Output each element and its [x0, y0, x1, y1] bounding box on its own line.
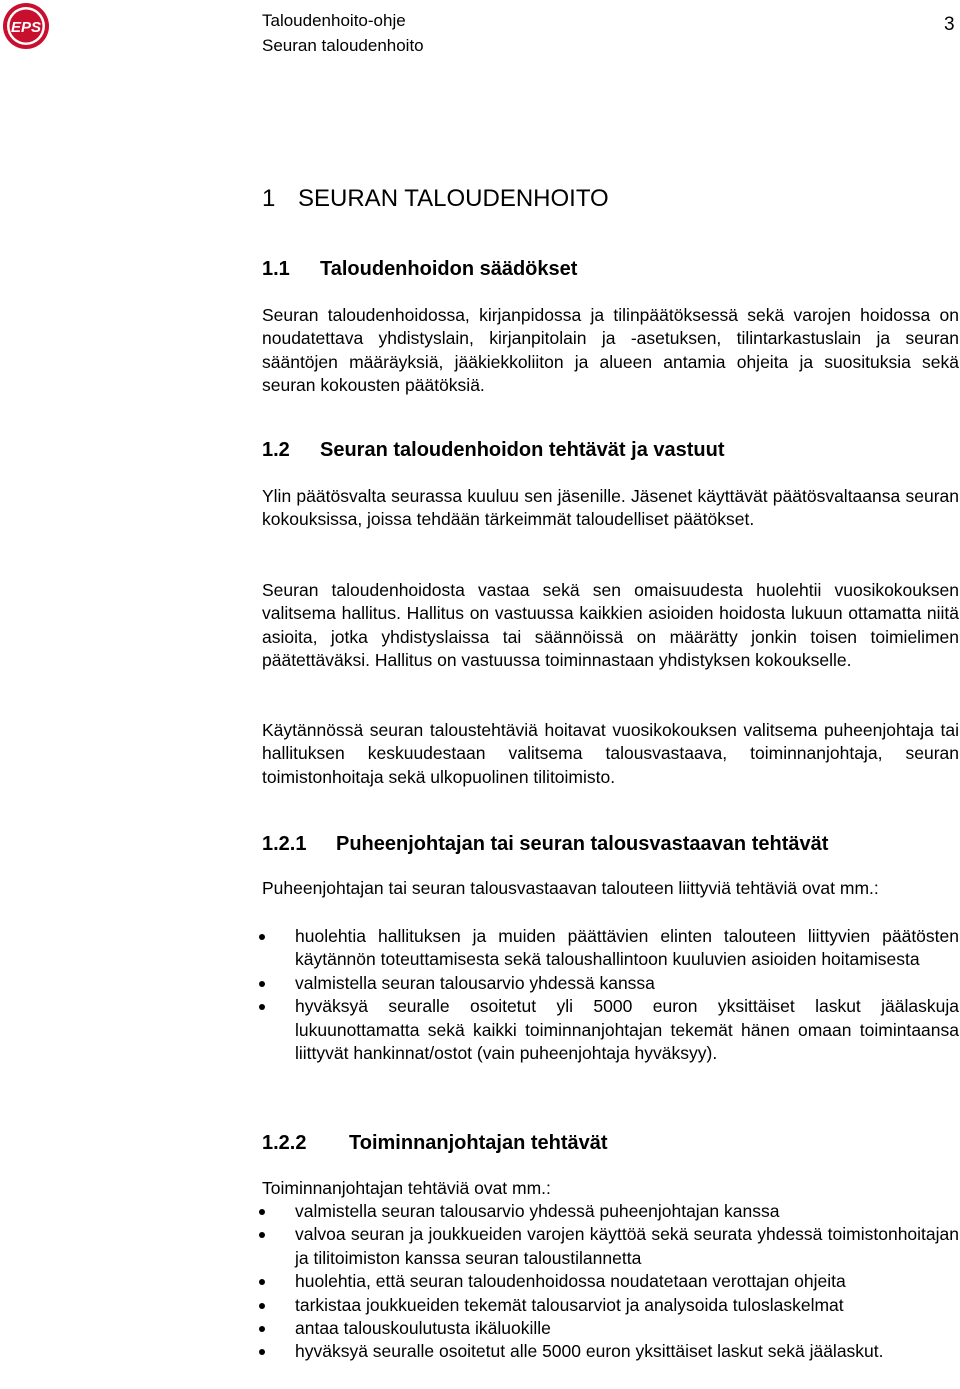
paragraph: Käytännössä seuran taloustehtäviä hoitavat vuosikokouksen valitsema puheenjohtaja tai hallituksen keskuudestaan valitsema talousvastaava, toiminnanjohtaja, seuran toimistonhoitaja sekä ulkopuolinen tilitoimisto.	[262, 720, 959, 787]
list-intro: Toiminnanjohtajan tehtäviä ovat mm.:	[262, 1178, 551, 1198]
section-number: 1.2.1	[262, 833, 307, 855]
header-subtitle: Seuran taloudenhoito	[262, 36, 424, 55]
list-item: hyväksyä seuralle osoitetut yli 5000 euron yksittäiset laskut jäälaskuja lukuunottamatta sekä kaikki toiminnanjohtajan tekemät hänen omaan toimintaansa liittyvät hankinnat/ostot (vain puheenjohtaja hyväksyy).	[262, 995, 959, 1065]
section-title: SEURAN TALOUDENHOITO	[298, 185, 609, 212]
bullet-list	[262, 925, 959, 1065]
section-1-1-heading	[262, 255, 577, 283]
header-title: Taloudenhoito-ohje	[262, 11, 406, 30]
section-1-2-1-heading	[262, 830, 828, 858]
list-item: tarkistaa joukkueiden tekemät talousarviot ja analysoida tuloslaskelmat	[262, 1294, 959, 1317]
section-1-2-heading	[262, 436, 725, 464]
section-title: Puheenjohtajan tai seuran talousvastaavan tehtävät	[336, 833, 829, 855]
list-intro: Puheenjohtajan tai seuran talousvastaavan talouteen liittyviä tehtäviä ovat mm.:	[262, 878, 879, 898]
bullet-icon	[259, 1326, 265, 1332]
paragraph: Ylin päätösvalta seurassa kuuluu sen jäsenille. Jäsenet käyttävät päätösvaltaansa seuran kokouksissa, joissa tehdään tärkeimmät taloudelliset päätökset.	[262, 486, 959, 530]
section-title: Seuran taloudenhoidon tehtävät ja vastuut	[320, 439, 725, 461]
bullet-icon	[259, 1209, 265, 1215]
section-number: 1.2.2	[262, 1132, 307, 1154]
list-item: antaa talouskoulutusta ikäluokille	[262, 1317, 959, 1340]
bullet-icon	[259, 1232, 265, 1238]
list-item: hyväksyä seuralle osoitetut alle 5000 euron yksittäiset laskut sekä jäälaskut.	[262, 1340, 959, 1363]
bullet-icon	[259, 981, 265, 987]
section-number: 1	[262, 185, 276, 212]
section-title: Toiminnanjohtajan tehtävät	[349, 1132, 608, 1154]
list-item: valmistella seuran talousarvio yhdessä puheenjohtajan kanssa	[262, 1200, 959, 1223]
club-logo	[2, 2, 50, 50]
bullet-icon	[259, 934, 265, 940]
section-1-heading	[262, 183, 609, 215]
list-item: valmistella seuran talousarvio yhdessä kanssa	[262, 972, 959, 995]
section-title: Taloudenhoidon säädökset	[320, 258, 578, 280]
bullet-icon	[259, 1004, 265, 1010]
bullet-icon	[259, 1279, 265, 1285]
bullet-icon	[259, 1303, 265, 1309]
bullet-icon	[259, 1349, 265, 1355]
list-item: huolehtia, että seuran taloudenhoidossa noudatetaan verottajan ohjeita	[262, 1270, 959, 1293]
paragraph: Seuran taloudenhoidossa, kirjanpidossa ja tilinpäätöksessä sekä varojen hoidossa on noudatettava yhdistyslain, kirjanpitolain ja -asetuksen, tilintarkastuslain ja seuran sääntöjen määräyksiä, jääkiekkoliiton ja alueen antamia ohjeita ja suosituksia sekä seuran kokousten päätöksiä.	[262, 305, 959, 396]
paragraph: Seuran taloudenhoidosta vastaa sekä sen omaisuudesta huolehtii vuosikokouksen valitsema hallitus. Hallitus on vastuussa kaikkien asioiden hoidosta lukuun ottamatta niitä asioita, jotka yhdistyslaissa tai säännöissä on määrätty jonkin toisen toimielimen päätettäväksi. Hallitus on vastuussa toiminnastaan yhdistyksen kokoukselle.	[262, 580, 959, 671]
section-number: 1.1	[262, 258, 290, 280]
page-number: 3	[944, 14, 955, 35]
section-number: 1.2	[262, 439, 290, 461]
list-item: huolehtia hallituksen ja muiden päättävien elinten talouteen liittyvien päätösten käytännön toteuttamisesta sekä taloushallintoon kuuluvien asioiden hoitamisesta	[262, 925, 959, 972]
list-item: valvoa seuran ja joukkueiden varojen käyttöä sekä seurata yhdessä toimistonhoitajan ja tilitoimiston kanssa seuran taloustilannetta	[262, 1223, 959, 1270]
logo-text: EPS	[10, 19, 42, 36]
bullet-list	[262, 1200, 959, 1364]
section-1-2-2-heading	[262, 1129, 608, 1157]
